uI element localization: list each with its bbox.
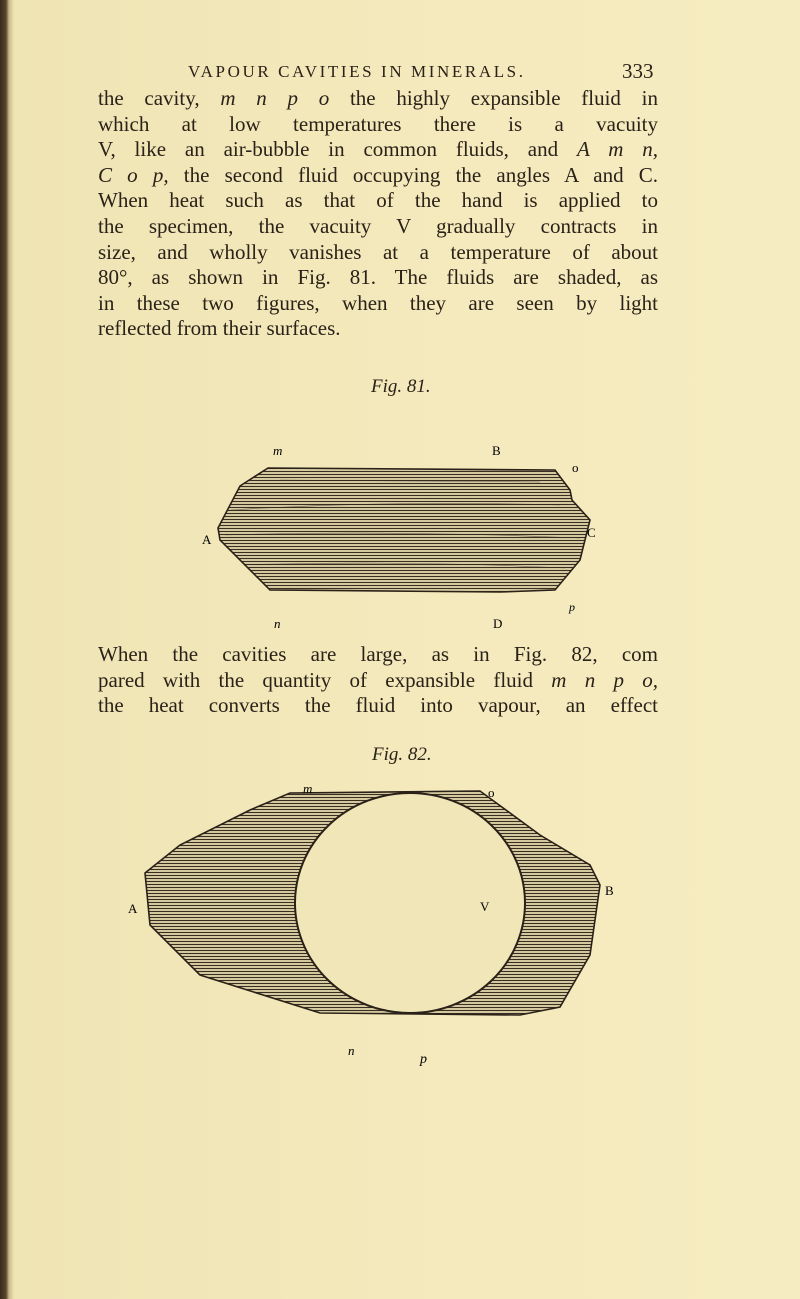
text-line: the heat converts the fluid into vapour, an effect <box>98 693 658 718</box>
figure-81-label-p: p <box>569 600 575 614</box>
figure-82-label-o: o <box>488 785 495 800</box>
figure-81-label-o: o <box>572 460 579 475</box>
text-line: When the cavities are large, as in Fig. 82, com <box>98 642 658 666</box>
figure-81-label-m: m <box>273 443 283 458</box>
figure-82-label-n: n <box>348 1043 355 1058</box>
paragraph-1 <box>98 86 658 342</box>
running-title: VAPOUR CAVITIES IN MINERALS. <box>188 62 526 81</box>
text-line: which at low temperatures there is a vacuity <box>98 111 658 136</box>
figure-81-label-B: B <box>492 443 501 458</box>
figure-81-illustration <box>140 410 620 630</box>
text-line: reflected from their surfaces. <box>98 316 341 341</box>
figure-82-label-V: V <box>480 899 490 914</box>
text-line: C o p, the second fluid occupying the angles A and C. <box>98 162 658 187</box>
figure-81-caption: Fig. 81. <box>371 376 431 397</box>
figure-81-label-D: D <box>493 616 503 630</box>
text-line: pared with the quantity of expansible fluid m n p o, <box>98 667 658 692</box>
figure-81-label-C: C <box>587 525 596 540</box>
figure-82-label-B: B <box>605 883 614 898</box>
text-line: the cavity, m n p o the highly expansible fluid in <box>98 86 658 110</box>
figure-82-illustration <box>120 775 620 1075</box>
text-line: the specimen, the vacuity V gradually contracts in <box>98 213 658 238</box>
text-line: in these two figures, when they are seen by light <box>98 290 658 315</box>
figure-81-label-A: A <box>202 532 212 547</box>
figure-81-label-n: n <box>274 616 281 630</box>
figure-82-label-p: p <box>420 1052 427 1067</box>
text-line: size, and wholly vanishes at a temperature of about <box>98 239 658 264</box>
figure-82-caption: Fig. 82. <box>372 744 432 765</box>
text-line: When heat such as that of the hand is applied to <box>98 188 658 213</box>
text-line: V, like an air-bubble in common fluids, and A m n, <box>98 137 659 162</box>
paragraph-2 <box>98 642 658 719</box>
figure-82-label-m: m <box>303 781 313 796</box>
page-number: 333 <box>622 59 654 83</box>
figure-82-label-A: A <box>128 901 138 916</box>
text-line: 80°, as shown in Fig. 81. The fluids are shaded, as <box>98 265 658 290</box>
